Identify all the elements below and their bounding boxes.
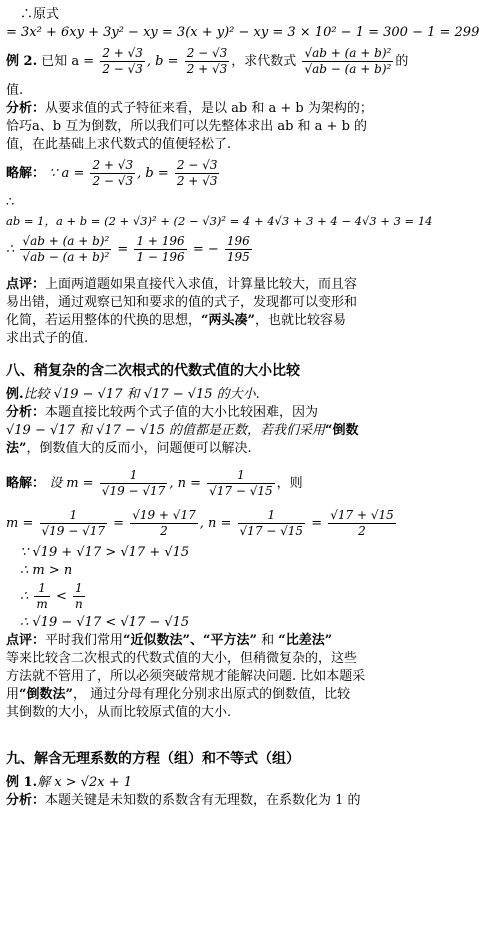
analysis-label: 分析：	[6, 101, 46, 116]
equation-line	[6, 230, 410, 270]
text: 设 m =	[49, 476, 94, 491]
example-label: 例 1.	[6, 775, 38, 790]
denominator: n	[75, 597, 83, 611]
analysis-label: 分析：	[6, 405, 46, 420]
text: 用	[6, 687, 20, 702]
example-label: 例 2.	[6, 54, 38, 69]
text-line: 等来比较含二次根式的代数式值的大小，但稍微复杂的，这些	[6, 651, 358, 666]
text: ，则	[276, 476, 303, 491]
numerator: 1	[73, 581, 85, 597]
text: 本题直接比较两个式子值的大小比较困难，因为	[45, 405, 319, 420]
text: , n =	[199, 516, 232, 531]
text-line: 值，在此基础上求代数式的值便轻松了.	[6, 137, 232, 152]
fraction	[328, 508, 396, 539]
solution-setup	[6, 464, 410, 504]
therefore-symbol: ∴	[20, 589, 29, 604]
numerator: √19 + √17	[132, 508, 196, 522]
equation-line	[6, 504, 410, 544]
fraction	[225, 234, 252, 265]
fraction	[130, 508, 198, 539]
therefore-symbol: ∴	[6, 242, 15, 257]
fraction	[34, 581, 49, 612]
solution-given	[6, 154, 410, 194]
equals: =	[117, 242, 129, 257]
text: 解 x > √2x + 1	[37, 775, 133, 790]
numerator: 196	[226, 234, 250, 248]
denominator: 195	[226, 250, 250, 264]
text: ，倒数值大的反而小，问题便可以解决.	[26, 441, 252, 456]
equation-line: ∵ √19 + √17 > √17 + √15	[20, 545, 190, 560]
comment-label: 点评：	[6, 277, 46, 292]
numerator: 1	[100, 468, 168, 484]
comment-label: 点评：	[6, 633, 46, 648]
numerator: 2 + √3	[92, 158, 134, 172]
numerator: √17 + √15	[330, 508, 394, 522]
numerator: 1	[238, 508, 306, 524]
text: , n =	[169, 476, 201, 491]
text-line: 方法就不管用了，所以必须突破常规才能解决问题. 比如本题采	[6, 669, 366, 684]
fraction	[207, 468, 275, 499]
equation-line: ∴ √19 − √17 < √17 − √15	[20, 615, 190, 630]
text-line: 其倒数的大小，从而比较原式值的大小.	[6, 705, 232, 720]
fraction	[302, 46, 393, 77]
text: 上面两道题如果直接代入求值，计算量比较大，而且容	[45, 277, 358, 292]
solution-label: 略解：	[6, 476, 46, 491]
emphasis: “近似数法”	[123, 633, 190, 648]
text: , b =	[137, 166, 169, 181]
fraction	[175, 158, 220, 189]
text: , b =	[146, 54, 179, 69]
denominator: 2 − √3	[102, 62, 143, 76]
solution-label: 略解：	[6, 166, 46, 181]
text-line: 恰巧a、b 互为倒数，所以我们可以先整体求出 ab 和 a + b 的	[6, 119, 368, 134]
denominator: √ab − (a + b)²	[304, 62, 392, 76]
text: ， 通过分母有理化分别求出原式的倒数值，比较	[72, 687, 351, 702]
numerator: 2 − √3	[186, 46, 228, 60]
emphasis: 法”	[6, 441, 27, 456]
fraction	[100, 46, 145, 77]
section-heading-8: 八、稍复杂的含二次根式的代数式值的大小比较	[6, 363, 300, 379]
numerator: 1	[40, 508, 108, 524]
equation-line	[6, 580, 410, 614]
text: m =	[6, 516, 34, 531]
text-line: ∴原式	[20, 7, 60, 22]
emphasis: “两头凑”	[201, 313, 255, 328]
text-line: 值.	[6, 83, 24, 98]
emphasis: “比差法”	[278, 633, 333, 648]
numerator: 1	[207, 468, 275, 484]
equation-line: ∴ m > n	[20, 563, 73, 578]
fraction	[73, 581, 85, 612]
text: ∵ a =	[49, 166, 85, 181]
section-heading-9: 九、解含无理系数的方程（组）和不等式（组）	[6, 751, 300, 767]
text: 和	[256, 633, 279, 648]
denominator: m	[36, 597, 48, 611]
denominator: 2 − √3	[92, 174, 134, 188]
less-than: <	[55, 589, 67, 604]
equals: = −	[192, 242, 219, 257]
denominator: √19 − √17	[101, 484, 166, 498]
text: 、	[190, 633, 204, 648]
equals: =	[113, 516, 125, 531]
emphasis: “倒数	[325, 423, 359, 438]
numerator: √ab + (a + b)²	[304, 46, 392, 60]
denominator: √17 − √15	[209, 484, 273, 498]
text: 化简，若运用整体的代换的思想，	[6, 313, 202, 328]
text: 平时我们常用	[45, 633, 124, 648]
fraction	[134, 234, 186, 265]
numerator: 1	[34, 581, 49, 597]
fraction	[238, 508, 306, 539]
text-line: ∴	[6, 195, 15, 210]
fraction	[90, 158, 135, 189]
text: 比较 √19 − √17 和 √17 − √15 的大小.	[23, 387, 260, 402]
text: ，求代数式	[231, 54, 297, 69]
equation-line: = 3x² + 6xy + 3y² − xy = 3(x + y)² − xy = 3 × 10² − 1 = 300 − 1 = 299	[6, 25, 479, 40]
equation-line: ab = 1，a + b = (2 + √3)² + (2 − √3)² = 4 + 4√3 + 3 + 4 − 4√3 + 3 = 14	[6, 214, 433, 228]
numerator: 1 + 196	[136, 234, 185, 248]
denominator: 2	[160, 524, 168, 538]
numerator: 2 − √3	[176, 158, 218, 172]
emphasis: “平方法”	[203, 633, 257, 648]
text: √19 − √17 和 √17 − √15 的值都是正数，若我们采用	[6, 423, 326, 438]
denominator: 2	[358, 524, 366, 538]
fraction	[100, 468, 168, 499]
example-label: 例.	[6, 387, 24, 402]
denominator: √19 − √17	[41, 524, 106, 538]
example-2-statement	[6, 42, 410, 82]
text: ，也就比较容易	[254, 313, 346, 328]
denominator: √17 − √15	[239, 524, 304, 538]
fraction	[185, 46, 230, 77]
denominator: 2 + √3	[176, 174, 218, 188]
text: 的	[395, 54, 409, 69]
numerator: √ab + (a + b)²	[22, 234, 110, 248]
denominator: 2 + √3	[186, 62, 228, 76]
text-line: 易出错，通过观察已知和要求的值的式子，发现都可以变形和	[6, 295, 358, 310]
equals: =	[311, 516, 323, 531]
fraction	[40, 508, 108, 539]
numerator: 2 + √3	[102, 46, 143, 60]
fraction	[20, 234, 111, 265]
analysis-label: 分析：	[6, 793, 46, 808]
text: 本题关键是未知数的系数含有无理数，在系数化为 1 的	[45, 793, 361, 808]
denominator: 1 − 196	[136, 250, 185, 264]
text: 从要求值的式子特征来看，是以 ab 和 a + b 为架构的；	[45, 101, 373, 116]
denominator: √ab − (a + b)²	[22, 250, 110, 264]
text-line: 求出式子的值.	[6, 331, 89, 346]
emphasis: “倒数法”	[19, 687, 73, 702]
text: 已知 a =	[41, 54, 95, 69]
